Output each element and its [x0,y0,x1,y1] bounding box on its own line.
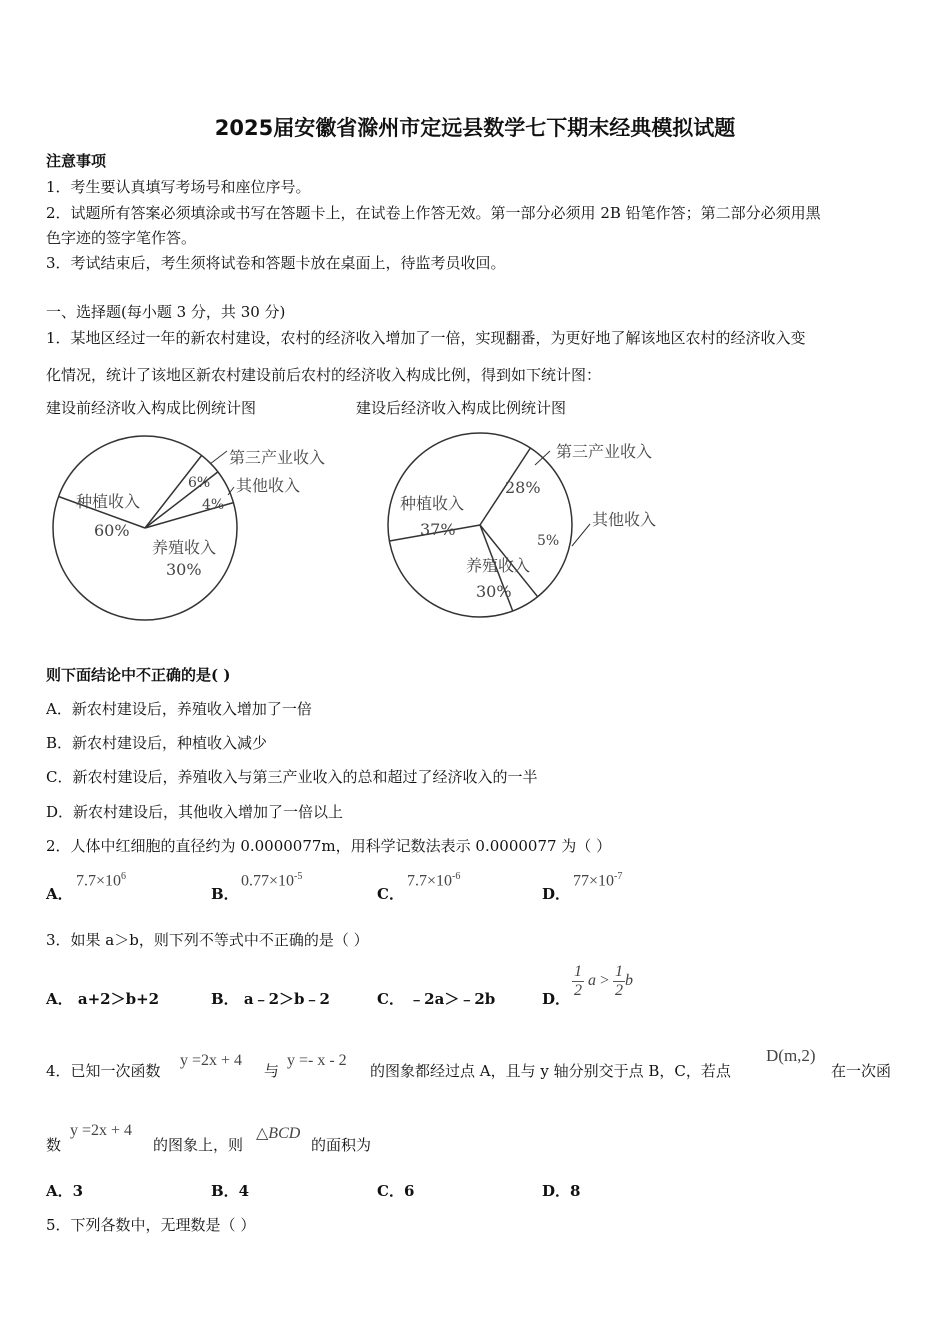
q2-option-c-base: 7.7×10 [407,872,453,890]
notice-heading: 注意事项 [46,152,107,170]
q1-option-b: B．新农村建设后，种植收入减少 [46,734,268,752]
slice-value-tertiary: 6% [188,475,211,491]
slice-label-other: 其他收入 [592,510,657,529]
q4-line2-a: 数 [46,1136,62,1154]
notice-item: 1．考生要认真填写考场号和座位序号。 [46,178,311,196]
leader-line [210,451,227,464]
fraction-den: 2 [574,981,582,999]
q2-label-d: D． [542,885,571,903]
q2-option-a [76,871,126,890]
q2-option-a-exp: 6 [121,871,127,882]
q2-label-c: C． [377,885,404,903]
q4-text-1: 的图象都经过点 A，且与 y 轴分别交于点 B，C，若点 [370,1062,731,1080]
q1-option-d: D．新农村建设后，其他收入增加了一倍以上 [46,803,344,821]
q2-stem: 2．人体中红细胞的直径约为 0.0000077m，用科学记数法表示 0.0000077 为（ ） [46,837,612,855]
fraction-num: 1 [615,963,624,980]
notice-item: 3．考试结束后，考生须将试卷和答题卡放在桌面上，待监考员收回。 [46,254,506,272]
var-b: b [625,971,634,989]
q4-and: 与 [264,1062,280,1080]
pie-chart-before [40,425,360,635]
slice-label-tertiary: 第三产业收入 [556,442,653,461]
fraction-den: 2 [615,981,624,999]
q2-option-d [573,871,622,890]
q4-line2-b: 的图象上，则 [153,1136,244,1154]
q2-option-d-base: 77×10 [573,872,615,890]
q4-text-2: 在一次函 [831,1062,892,1080]
q4-function-3: y =2x + 4 [70,1122,133,1139]
slice-label-planting: 种植收入 [76,492,141,511]
fraction [572,963,584,999]
q4-line2-c: 的面积为 [311,1136,372,1154]
q1-option-a: A．新农村建设后，养殖收入增加了一倍 [46,700,312,718]
q4-point-d: D(m,2) [766,1046,816,1065]
q3-option-d-expr [572,963,633,999]
q2-option-c-exp: -6 [452,871,461,882]
q2-option-c [407,871,460,890]
q4-function-2: y =- x - 2 [287,1052,347,1069]
q2-option-b [241,871,302,890]
slice-label-tertiary: 第三产业收入 [229,448,326,467]
page-title: 2025届安徽省滁州市定远县数学七下期末经典模拟试题 [214,116,736,140]
q4-option-d: D．8 [542,1182,581,1200]
q2-label-b: B． [211,885,239,903]
q4-function-1: y =2x + 4 [180,1052,243,1069]
q2-option-b-exp: -5 [294,871,303,882]
q3-stem: 3．如果 a＞b，则下列不等式中不正确的是（ ） [46,931,369,949]
slice-value-planting: 60% [94,521,130,540]
slice-value-breeding: 30% [476,582,512,601]
q2-option-b-base: 0.77×10 [241,872,295,890]
slice-value-other: 4% [202,497,225,513]
q3-option-d-label: D． [542,990,571,1008]
slice-value-planting: 37% [420,520,456,539]
slice-label-breeding: 养殖收入 [466,556,531,575]
pie-caption-after: 建设后经济收入构成比例统计图 [356,399,567,417]
slice-value-other: 5% [537,533,560,549]
slice-label-planting: 种植收入 [400,494,465,513]
fraction [613,963,625,999]
q1-stem: 则下面结论中不正确的是( ) [46,666,231,684]
pie-chart-after [380,425,700,635]
leader-line [572,524,590,546]
q2-label-a: A． [46,885,73,903]
q4-option-a: A．3 [46,1182,84,1200]
notice-item: 色字迹的签字笔作答。 [46,229,197,247]
fraction-num: 1 [574,963,582,980]
slice-value-breeding: 30% [166,560,202,579]
q4-triangle: △BCD [256,1125,301,1142]
q4-option-c: C．6 [377,1182,415,1200]
q2-option-d-exp: -7 [614,871,623,882]
slice-value-tertiary: 28% [505,478,541,497]
slice-label-breeding: 养殖收入 [152,538,217,557]
gt-sign: > [600,971,610,989]
q1-line1: 1．某地区经过一年的新农村建设，农村的经济收入增加了一倍，实现翻番，为更好地了解该地区农村的经济收入变 [46,329,806,347]
q1-option-c: C．新农村建设后，养殖收入与第三产业收入的总和超过了经济收入的一半 [46,768,538,786]
q3-option-b: B． a﹣2＞b﹣2 [211,990,330,1008]
q3-option-c: C． ﹣2a＞﹣2b [377,990,496,1008]
notice-item: 2．试题所有答案必须填涂或书写在答题卡上，在试卷上作答无效。第一部分必须用 2B 铅笔作答；第二部分必须用黑 [46,204,821,222]
var-a: a [588,971,596,989]
q4-number: 4．已知一次函数 [46,1062,161,1080]
pie-caption-before: 建设前经济收入构成比例统计图 [46,399,257,417]
slice-label-other: 其他收入 [236,476,301,495]
q2-option-a-base: 7.7×10 [76,872,122,890]
q1-line2: 化情况，统计了该地区新农村建设前后农村的经济收入构成比例，得到如下统计图： [46,366,602,384]
q3-option-a: A． a+2＞b+2 [46,990,160,1008]
section-heading: 一、选择题(每小题 3 分，共 30 分) [46,303,286,321]
q5-stem: 5．下列各数中，无理数是（ ） [46,1216,256,1234]
q4-option-b: B．4 [211,1182,250,1200]
